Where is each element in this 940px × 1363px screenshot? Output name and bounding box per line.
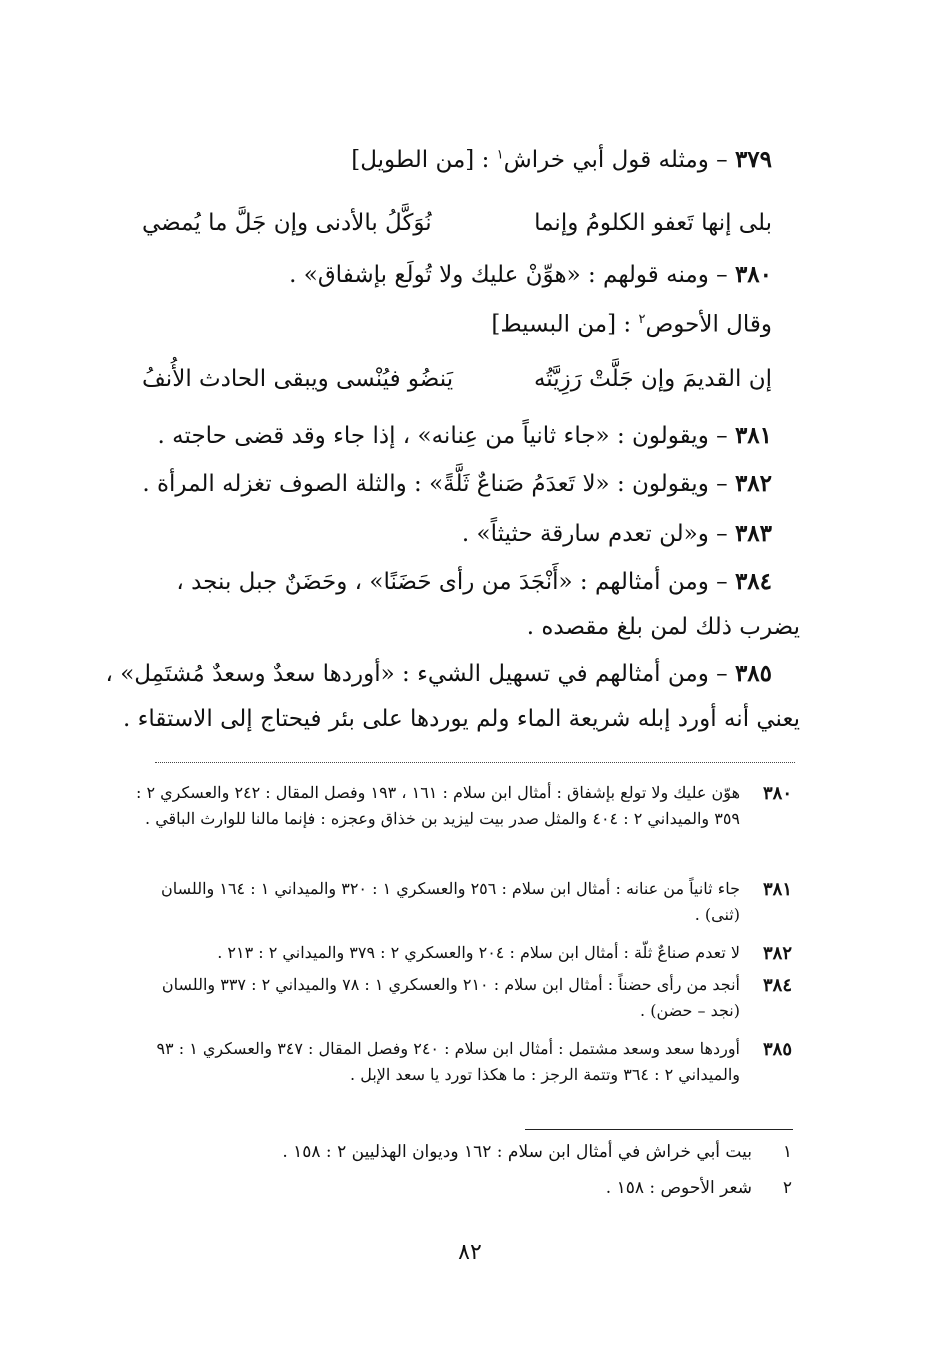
entry-385 <box>105 662 772 686</box>
poet-intro <box>491 313 772 337</box>
footnote-1 <box>282 1142 792 1162</box>
commentary-381 <box>132 876 792 927</box>
commentary-380 <box>132 780 792 831</box>
entry-382 <box>142 472 772 496</box>
verse-first-hemistich: إن القديمَ وإن جَلَّتْ رَزِيَّتُه <box>533 366 772 392</box>
commentary-number: ٣٨١ <box>762 879 792 900</box>
entry-continuation: يضرب ذلك لمن بلغ مقصده . <box>526 614 800 640</box>
footnote-number: ٢ <box>782 1178 792 1198</box>
entry-384 <box>176 570 772 594</box>
commentary-385 <box>132 1036 792 1087</box>
footnote-text: بيت أبي خراش في أمثال ابن سلام : ١٦٢ وديوان الهذليين ٢ : ١٥٨ . <box>282 1142 752 1162</box>
footnote-number: ١ <box>782 1142 792 1162</box>
entry-number: ٣٨٤ <box>734 568 772 595</box>
footnote-text: شعر الأحوص : ١٥٨ . <box>605 1178 752 1198</box>
meter-label: : [من البسيط] <box>491 311 632 338</box>
entry-text: – و«لن تعدم سارقة حثيثاً» . <box>461 521 728 547</box>
commentary-text: هوّن عليك ولا تولع بإشفاق : أمثال ابن سلام : ١٦١ ، ١٩٣ وفصل المقال : ٢٤٢ والعسكري ٢ : ٣٥٩ والميداني ٢ : ٤٠٤ والمثل صدر بيت ليزيد بن خذاق وعجزه : فإنما مالنا للوارث الباقي . <box>135 783 740 828</box>
commentary-text: لا تعدم صناعٌ ثلّة : أمثال ابن سلام : ٢٠٤ والعسكري ٢ : ٣٧٩ والميداني ٢ : ٢١٣ . <box>217 943 740 962</box>
entry-text: – ومن أمثالهم : «أَنْجَدَ من رأى حَضَنًا» ، وحَضَنٌ جبل بنجد ، <box>176 569 728 595</box>
footnote-separator <box>525 1129 793 1130</box>
entry-number: ٣٨١ <box>734 422 772 449</box>
commentary-text: جاء ثانياً من عنانه : أمثال ابن سلام : ٢٥٦ والعسكري ١ : ٣٢٠ والميداني ١ : ١٦٤ واللسان (ثنى) . <box>161 879 740 924</box>
verse-line <box>142 210 772 236</box>
entry-383 <box>462 522 772 546</box>
entry-text: – ومن أمثالهم في تسهيل الشيء : «أوردها سعدٌ وسعدٌ مُشتَمِل» ، <box>105 661 728 687</box>
commentary-text: أوردها سعد وسعد مشتمل : أمثال ابن سلام : ٢٤٠ وفصل المقال : ٣٤٧ والعسكري ١ : ٩٣ والميداني ٢ : ٣٦٤ وتتمة الرجز : ما هكذا تورد يا سعد الإبل . <box>156 1039 740 1084</box>
verse-first-hemistich: بلى إنها تَعفو الكلومُ وإنما <box>534 210 772 236</box>
commentary-382 <box>132 940 792 966</box>
entry-380 <box>289 263 772 287</box>
commentary-number: ٣٨٠ <box>762 783 792 804</box>
dotted-separator <box>155 762 795 763</box>
entry-number: ٣٨٠ <box>734 261 772 288</box>
verse-second-hemistich: يَنضُو فيُنْسى ويبقى الحادث الأُنفُ <box>142 366 454 392</box>
commentary-number: ٣٨٥ <box>762 1039 792 1060</box>
entry-number: ٣٨٣ <box>734 520 772 547</box>
entry-379 <box>351 148 772 172</box>
commentary-384 <box>132 972 792 1023</box>
entry-text: – ومثله قول أبي خراش <box>503 147 728 173</box>
entry-text: – ويقولون : «لا تَعدَمُ صَناعٌ ثَلَّةً» : والثلة الصوف تغزله المرأة . <box>142 471 728 497</box>
entry-number: ٣٨٥ <box>734 660 772 687</box>
entry-text: – ويقولون : «جاء ثانياً من عِنانه» ، إذا جاء وقد قضى حاجته . <box>157 423 728 449</box>
meter-label: : [من الطويل] <box>351 147 490 173</box>
verse-second-hemistich: نُوَكَّلُ بالأدنى وإن جَلَّ ما يُمضي <box>142 210 432 236</box>
page-number: ٨٢ <box>458 1240 482 1265</box>
entry-number: ٣٨٢ <box>734 470 772 497</box>
entry-number: ٣٧٩ <box>734 146 772 173</box>
entry-text: – ومنه قولهم : «هوِّنْ عليك ولا تُولَع بإشفاق» . <box>289 262 728 288</box>
entry-text: وقال الأحوص <box>645 311 772 338</box>
commentary-number: ٣٨٢ <box>762 943 792 964</box>
entry-continuation: يعني أنه أورد إبله شريعة الماء ولم يوردها على بئر فيحتاج إلى الاستقاء . <box>122 706 800 732</box>
commentary-text: أنجد من رأى حضناً : أمثال ابن سلام : ٢١٠ والعسكري ١ : ٧٨ والميداني ٢ : ٣٣٧ واللسان (نجد – حضن) . <box>161 975 740 1020</box>
commentary-number: ٣٨٤ <box>762 975 792 996</box>
footnote-2 <box>606 1178 792 1198</box>
footnote-ref: ١ <box>496 147 504 163</box>
entry-381 <box>158 424 772 448</box>
verse-line <box>142 366 772 392</box>
footnote-ref: ٢ <box>638 312 646 327</box>
